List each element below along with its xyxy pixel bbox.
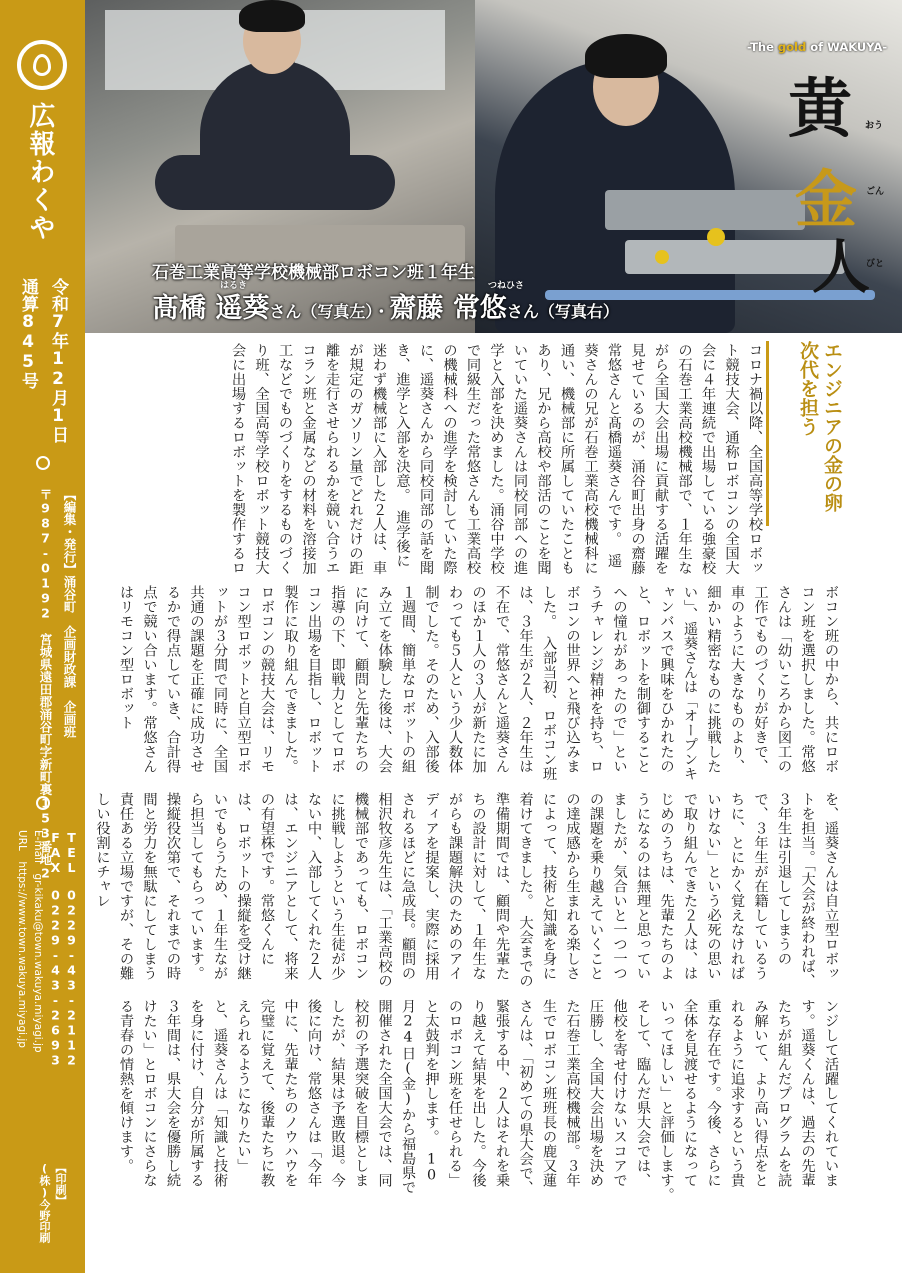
kanji-bito: 人 <box>812 233 871 301</box>
circle-icon <box>36 796 50 810</box>
printer-name: (株)今野印刷 <box>38 1162 51 1243</box>
kanji-ruby: ごん <box>866 187 885 197</box>
article-band-4: ンジして活躍してくれています。遥葵くんは、過去の先輩たちが組んだプログラムを読み解いて、より高い得点をとれるように追求するという貴重な存在です。今後、さらに全体を見渡せるようになっていってほしい」と評価します。 そして、臨んだ県大会では、他校を寄せ付けないスコアで圧勝し、全国大会出場を決めた石巻工業高校機械部。３年生でロボコン班班長の鹿又蓮さんは、「初めての県大会で、緊張する中、２人はそれを乗り越えて結果を出した。今後のロボコン班を任せられる」と太鼓判を押します。 10月24日(金)から福島県で開催された全国大会では、同校初の予選突破を目標としましたが、結果は予選敗退。今後に向け、常悠さんは「今年中に、先輩たちのノウハウを完璧に覚えて、後輩たちに教えられるようになりたい」と、遥葵さんは「知識と技術を身に付け、自分が所属する３年間は、県大会を優勝し続けたい」とロボコンにさらなる青春の情熱を傾けます。 <box>118 999 839 1210</box>
print-label: 【印刷】 <box>54 1162 67 1206</box>
issue-number: 通算845号 <box>18 278 38 389</box>
town-emblem-icon <box>17 40 67 90</box>
publisher-label: 【編集・発行】涌谷町 企画財政課 企画班 <box>62 488 77 738</box>
website-url[interactable]: URL https://www.town.wakuya.miyagi.jp <box>16 830 28 1048</box>
name2-ruby: つねひさ <box>488 281 525 291</box>
series-tagline: -The gold of WAKUYA- <box>747 40 888 54</box>
kanji-ruby: びと <box>866 259 885 269</box>
article-band-2: ボコン班の中から、共にロボコン班を選択しました。常悠さんは「幼いころから図工の工作でものづくりが好きで、車のように大きなものより、細かい精密なものに挑戦したい」、遥葵さんは「オープンキャンバスで興味をひかれたのと、ロボットを制御することへの憧れがあったので」というチャレンジ精神を持ち、ロボコンの世界へと飛び込みました。 入部当初、ロボコン班は、３年生が２人、２年生は不在で、常悠さんと遥葵さんのほか１人の３人が新たに加わっても５人という少人数体制でした。そのため、入部後１週間、簡単なロボットの組み立てを体験した後は、大会に向けて、顧問と先輩たちの指導の下、即戦力としてロボコン出場を目指し、ロボット製作に取り組んできました。 ロボコンの競技大会は、リモコン型ロボットと自立型ロボットが３分間で同時に、全国共通の課題を正確に成功させるかで得点していき、合計得点で競い合います。常悠さんはリモコン型ロボット <box>118 585 839 781</box>
kanji-ou: 黄 <box>788 72 852 147</box>
circle-icon <box>36 456 50 470</box>
article-band-3: を、遥葵さんは自立型ロボットを担当。「大会が終われば、３年生は引退してしまうので、３年生が在籍しているうちに、とにかく覚えなければいけない」という必死の思いで取り組んできた２人は、はじめのうちは、先輩たちのようになるのは無理と思っていましたが、気合いと一つ一つの課題を乗り越えていくことの達成感から生まれる楽しさによって、技術と知識を身に着けてきました。 大会までの準備期間では、顧問や先輩たちの設計に対して、１年生ながらも課題解決のためのアイディアを提案し、実際に採用されるほどに急成長。顧問の相沢牧彦先生は、「工業高校の機械部であっても、ロボコンに挑戦しようという生徒が少ない中、入部してくれた２人は、エンジニアとして、将来の有望株です。常悠くんには、ロボットの操縦を受け継いでもらうため、１年生ながら担当してもらっています。操縦役次第で、それまでの時間と労力を無駄にしてしまう責任ある立場ですが、その難しい役割にチャレ <box>94 792 839 988</box>
article-title-line1: 次代を担う <box>797 341 819 436</box>
email[interactable]: E-mail gr-kikaku@town.wakuya.miyagi.jp <box>32 830 44 1053</box>
kanji-ruby: おう <box>865 121 884 131</box>
tel: TEL 0229-43-2112 <box>64 830 79 1068</box>
magazine-title: 広報わくや <box>25 102 55 242</box>
names-heading: 髙橋 遥葵さん（写真左）・齋藤 常悠さん（写真右） <box>152 293 619 324</box>
kanji-gon: 金 <box>795 163 858 236</box>
issue-date: 令和7年12月1日 <box>48 278 68 443</box>
publisher-address: 〒987-0192 宮城県遠田郡涌谷町字新町裏153番地2 <box>38 488 53 881</box>
photo-takahashi <box>85 0 475 333</box>
subheading: 石巻工業高等学校機械部ロボコン班１年生 <box>152 263 475 283</box>
article-title-line2: エンジニアの金の卵 <box>821 341 843 512</box>
fax: FAX 0229-43-2693 <box>48 830 63 1068</box>
title-accent-bar <box>766 341 769 526</box>
article-band-1: コロナ禍以降、全国高等学校ロボット競技大会、通称ロボコンの全国大会に４年連続で出場している強豪校の石巻工業高校機械部で、１年生ながら全国大会出場に貢献する活躍を見せているのが、涌谷町出身の齋藤常悠さんと髙橋遥葵さんです。 遥葵さんの兄が石巻工業高校機械科に通い、機械部に所属していたこともあり、兄から高校や部活のことを聞いていた遥葵さんは同校同部への進学と入部を決めました。涌谷中学校で同級生だった常悠さんも工業高校の機械科への進学を検討していた際に、遥葵さんから同校同部の話を聞き、進学と入部を決意。 進学後に迷わず機械部に入部した２人は、車が規定のガソリン量でどれだけの距離を走行させられるかを競い合うエコラン班と金属などの材料を溶接加工などでものづくりをするものづくり班、全国高等学校ロボット競技大会に出場するロボットを製作するロ <box>230 343 763 575</box>
name1-ruby: はるき <box>220 281 248 291</box>
masthead-sidebar <box>0 0 85 1273</box>
